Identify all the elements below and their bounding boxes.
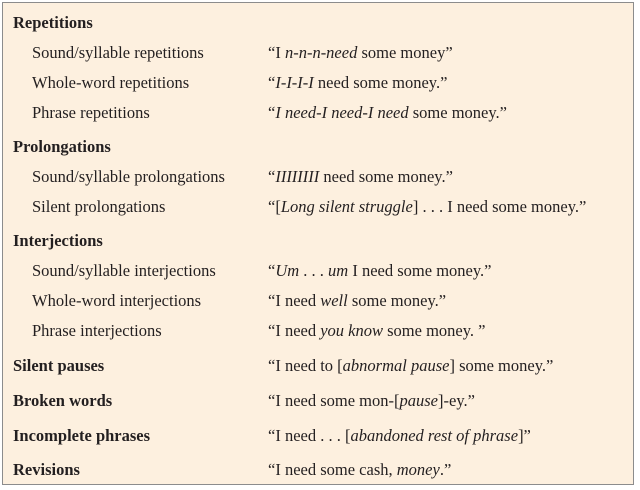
example-text: “I need well some money.” [268,291,447,310]
category-label: Revisions [13,460,80,479]
subtype-label: Sound/syllable repetitions [32,43,204,62]
category-row [3,356,633,386]
category-label: Prolongations [13,137,111,156]
category-label: Broken words [13,391,113,410]
category-label: Repetitions [13,13,93,32]
example-text: “I need you know some money. ” [268,321,486,340]
subtype-row [3,43,633,73]
category-row [3,460,633,490]
subtype-row [3,291,633,321]
example-text: “I n-n-n-need some money” [268,43,453,62]
subtype-row [3,73,633,103]
subtype-label: Phrase interjections [32,321,162,340]
category-label: Incomplete phrases [13,426,151,445]
subtype-row [3,103,633,133]
subtype-label: Whole-word interjections [32,291,202,310]
category-row [3,426,633,456]
category-row [3,13,633,43]
category-label: Silent pauses [13,356,105,375]
subtype-row [3,167,633,197]
example-text: “IIIIIIII need some money.” [268,167,453,186]
example-text: “Um . . . um I need some money.” [268,261,492,280]
example-text: “I need . . . [abandoned rest of phrase]” [268,426,531,445]
example-text: “I need some mon-[pause]-ey.” [268,391,475,410]
example-text: “[Long silent struggle] . . . I need some money.” [268,197,587,216]
category-row [3,231,633,261]
subtype-row [3,321,633,351]
subtype-label: Sound/syllable interjections [32,261,216,280]
subtype-label: Whole-word repetitions [32,73,190,92]
example-text: “I-I-I-I need some money.” [268,73,448,92]
category-row [3,391,633,421]
subtype-label: Silent prolongations [32,197,166,216]
subtype-label: Sound/syllable prolongations [32,167,225,186]
subtype-row [3,197,633,227]
category-row [3,137,633,167]
subtype-label: Phrase repetitions [32,103,150,122]
example-text: “I need some cash, money.” [268,460,452,479]
subtype-row [3,261,633,291]
category-label: Interjections [13,231,103,250]
example-text: “I need-I need-I need some money.” [268,103,507,122]
disfluency-table [2,2,634,485]
example-text: “I need to [abnormal pause] some money.” [268,356,554,375]
